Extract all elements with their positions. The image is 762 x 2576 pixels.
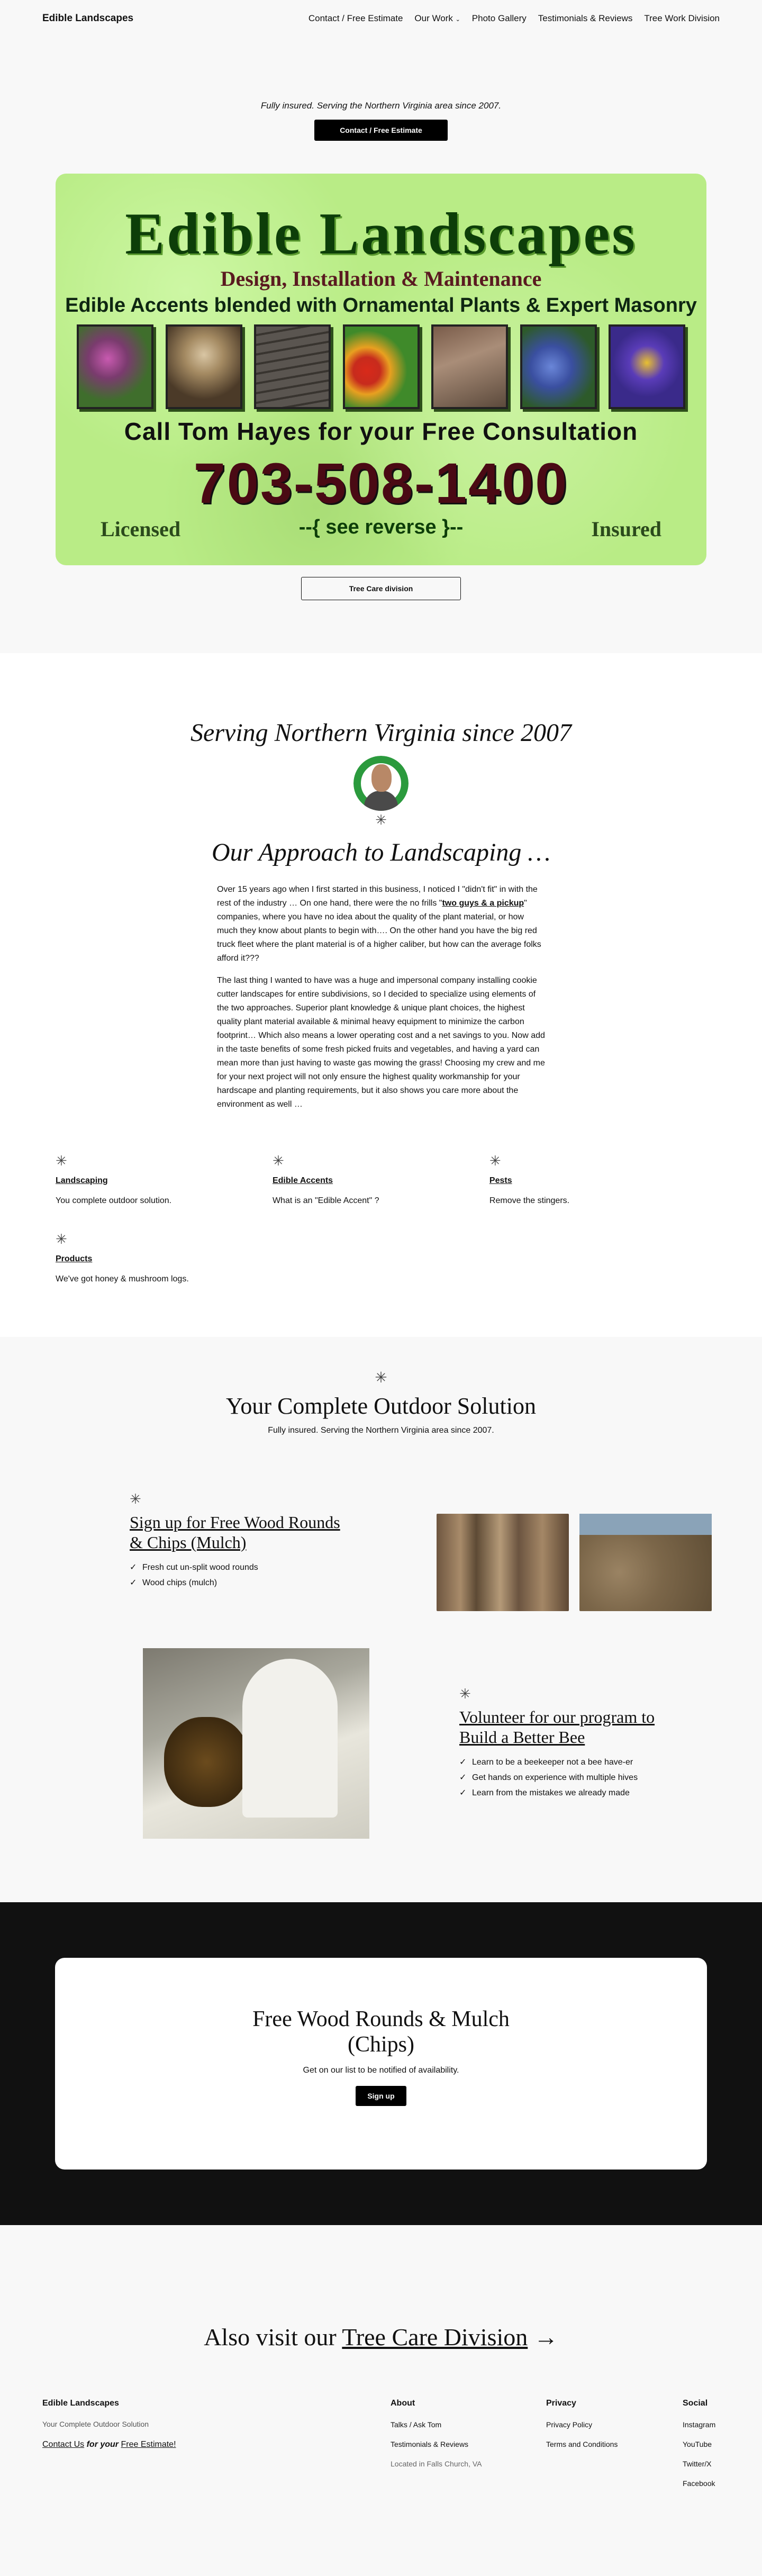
service-title-landscaping[interactable]: Landscaping: [56, 1176, 108, 1185]
banner-tagline: Edible Accents blended with Ornamental Plants & Expert Masonry: [65, 294, 697, 317]
footer-link-instagram[interactable]: Instagram: [683, 2420, 716, 2429]
wood-signup-link[interactable]: Sign up for Free Wood Rounds & Chips (Mulch): [130, 1513, 340, 1552]
check-icon: ✓: [459, 1788, 467, 1797]
vegetables-photo: [343, 324, 420, 409]
tree-care-button[interactable]: Tree Care division: [301, 577, 461, 600]
stone-wall-photo: [254, 324, 331, 409]
footer-location: Located in Falls Church, VA: [391, 2460, 482, 2468]
list-item-label: Learn from the mistakes we already made: [472, 1788, 630, 1797]
footer-brand: [42, 2399, 391, 2498]
footer-link-facebook[interactable]: Facebook: [683, 2479, 715, 2488]
list-item-label: Fresh cut un-split wood rounds: [142, 1563, 258, 1572]
approach-text: [217, 883, 545, 1111]
services-grid: [56, 1154, 706, 1284]
arrow-right-icon: →: [533, 2324, 558, 2351]
banner-insured: Insured: [591, 517, 661, 541]
service-title-edible-accents[interactable]: Edible Accents: [272, 1176, 333, 1185]
wood-rounds-photo: [437, 1514, 569, 1611]
patio-photo: [431, 324, 508, 409]
list-item-label: Get hands on experience with multiple hives: [472, 1773, 638, 1782]
outdoor-section: [0, 1337, 762, 1902]
wood-row: [0, 1471, 762, 1611]
service-desc: Remove the stingers.: [489, 1196, 570, 1205]
asterisk-icon: ✳: [375, 1369, 387, 1386]
service-item: [273, 1154, 489, 1206]
list-item: [459, 1770, 671, 1785]
bee-volunteer-link[interactable]: Volunteer for our program to Build a Better Bee: [459, 1707, 655, 1747]
service-item: [56, 1154, 273, 1206]
two-guys-link[interactable]: two guys & a pickup: [442, 899, 524, 908]
visit-heading: [0, 2323, 762, 2351]
banner-phone: 703-508-1400: [193, 451, 569, 515]
avatar-face: [371, 764, 392, 792]
signup-heading: Free Wood Rounds & Mulch (Chips): [252, 2007, 510, 2057]
service-item: [56, 1232, 273, 1284]
banner-photos: [77, 324, 685, 409]
p1-text-a: Over 15 years ago when I first started in this business, I noticed I "didn't fit" in with the rest of the industry … On one hand, there were the no frills ": [217, 885, 538, 908]
check-icon: ✓: [130, 1578, 137, 1587]
beekeeper-suit: [242, 1659, 338, 1818]
list-item-label: Learn to be a beekeeper not a bee have-er: [472, 1757, 633, 1767]
list-item-label: Wood chips (mulch): [142, 1578, 217, 1587]
banner-call: Call Tom Hayes for your Free Consultation: [124, 418, 638, 445]
site-footer: [0, 2399, 762, 2535]
chevron-down-icon: ⌄: [455, 16, 460, 23]
banner-title: Edible Landscapes: [125, 201, 637, 267]
hero-contact-button[interactable]: Contact / Free Estimate: [314, 120, 448, 141]
list-item: [459, 1785, 671, 1801]
footer-cta: [42, 2440, 391, 2450]
site-title[interactable]: Edible Landscapes: [42, 13, 134, 24]
main-nav: [309, 13, 720, 24]
asterisk-icon: ✳: [56, 1153, 67, 1169]
asterisk-icon: ✳: [272, 1153, 284, 1169]
signup-text: Get on our list to be notified of availability.: [303, 2066, 459, 2075]
approach-paragraph-2: The last thing I wanted to have was a huge and impersonal company installing cookie cutter landscapes for entire subdivisions, so I decided to specialize using elements of the two approaches. Superior plant knowledge & unique plant choices, the highest quality plant material available & minimal heavy equipment to minimize the carbon footprint… Which also means a lower operating cost and a net savings to you. Now add in the taste benefits of some fresh picked fruits and vegetables, and having a yard can mean more than just having to waste gas mowing the grass! Choosing my crew and me for your next project will not only ensure the highest quality workmanship for your hardscape and planting requirements, but it also shows you care more about the environment as well …: [217, 976, 545, 1109]
asterisk-icon: ✳: [459, 1685, 471, 1702]
p1-text-b: " companies, where you have no idea about the quality of the plant material, or how much they know about plants to begin with…. On the other hand you have the big red truck fleet where the plant material is of a higher caliber, but how can the average folks afford it???: [217, 899, 541, 963]
asterisk-icon: ✳: [489, 1153, 501, 1169]
nav-our-work-label: Our Work: [414, 13, 453, 23]
hero: [0, 37, 762, 653]
nav-testimonials[interactable]: Testimonials & Reviews: [538, 13, 633, 23]
footer-cta-mid: for your: [84, 2440, 121, 2449]
footer-social: [683, 2399, 715, 2498]
footer-about: [391, 2399, 546, 2498]
service-desc: You complete outdoor solution.: [56, 1196, 172, 1205]
asterisk-icon: ✳: [56, 1231, 67, 1247]
wood-list: [130, 1560, 426, 1590]
service-title-products[interactable]: Products: [56, 1254, 93, 1263]
footer-contact-link[interactable]: Contact Us: [42, 2440, 85, 2449]
footer-link-testimonials[interactable]: Testimonials & Reviews: [391, 2440, 469, 2448]
visit-section: [0, 2225, 762, 2399]
bee-list: [459, 1755, 671, 1801]
check-icon: ✓: [130, 1563, 137, 1572]
footer-link-talks[interactable]: Talks / Ask Tom: [391, 2420, 442, 2429]
service-item: [489, 1154, 706, 1206]
outdoor-heading: Your Complete Outdoor Solution: [226, 1393, 536, 1419]
list-item: [130, 1575, 426, 1590]
footer-social-heading: Social: [683, 2399, 708, 2408]
approach-section: [0, 653, 762, 1337]
signup-button[interactable]: Sign up: [356, 2086, 406, 2106]
footer-about-heading: About: [391, 2399, 415, 2408]
service-desc: We've got honey & mushroom logs.: [56, 1275, 189, 1284]
banner-licensed: Licensed: [101, 517, 181, 541]
footer-estimate-link[interactable]: Free Estimate!: [121, 2440, 176, 2449]
signup-section: [0, 1902, 762, 2225]
asterisk-icon: ✳: [375, 812, 387, 828]
bee-swarm: [164, 1717, 249, 1807]
banner-subtitle: Design, Installation & Maintenance: [220, 267, 542, 291]
butterfly-photo: [609, 324, 685, 409]
footer-site-title[interactable]: Edible Landscapes: [42, 2399, 119, 2408]
coneflower-photo: [77, 324, 153, 409]
nav-contact[interactable]: Contact / Free Estimate: [308, 13, 403, 23]
chips-sky: [579, 1514, 712, 1535]
service-title-pests[interactable]: Pests: [489, 1176, 512, 1185]
owner-avatar: [353, 756, 409, 811]
wood-photos: [437, 1514, 712, 1611]
hero-tagline: Fully insured. Serving the Northern Virginia area since 2007.: [260, 101, 502, 111]
serving-heading: Serving Northern Virginia since 2007: [190, 719, 572, 747]
asterisk-icon: ✳: [130, 1491, 141, 1507]
bee-row: [0, 1648, 762, 1839]
banner-see-reverse: --{ see reverse }--: [298, 516, 464, 538]
check-icon: ✓: [459, 1773, 467, 1782]
outdoor-lead: Fully insured. Serving the Northern Virginia area since 2007.: [268, 1426, 494, 1435]
footer-link-youtube[interactable]: YouTube: [683, 2440, 712, 2448]
wood-chips-photo: [579, 1514, 712, 1611]
tree-care-division-link[interactable]: Tree Care Division: [342, 2324, 528, 2351]
footer-privacy-heading: Privacy: [546, 2399, 576, 2408]
footer-tagline: Your Complete Outdoor Solution: [42, 2420, 149, 2428]
nav-tree-work[interactable]: Tree Work Division: [644, 13, 720, 23]
beekeeper-photo: [143, 1648, 369, 1839]
footer-link-terms[interactable]: Terms and Conditions: [546, 2440, 618, 2448]
footer-link-twitter[interactable]: Twitter/X: [683, 2460, 712, 2468]
check-icon: ✓: [459, 1757, 467, 1767]
footer-privacy: [546, 2399, 683, 2498]
site-header: [0, 0, 762, 37]
wood-info: [130, 1492, 426, 1590]
approach-heading: Our Approach to Landscaping …: [211, 838, 551, 866]
signup-card: [55, 1958, 707, 2170]
service-desc: What is an "Edible Accent" ?: [272, 1196, 379, 1205]
business-card-banner: [56, 174, 706, 565]
mushroom-photo: [166, 324, 242, 409]
footer-link-privacy-policy[interactable]: Privacy Policy: [546, 2420, 593, 2429]
visit-prefix: Also visit our: [204, 2324, 342, 2351]
list-item: [130, 1560, 426, 1575]
bee-info: [459, 1687, 671, 1801]
blueberries-photo: [520, 324, 597, 409]
nav-our-work[interactable]: [414, 13, 460, 24]
nav-photo-gallery[interactable]: Photo Gallery: [471, 13, 527, 23]
list-item: [459, 1755, 671, 1770]
approach-paragraph-1: [217, 883, 545, 965]
